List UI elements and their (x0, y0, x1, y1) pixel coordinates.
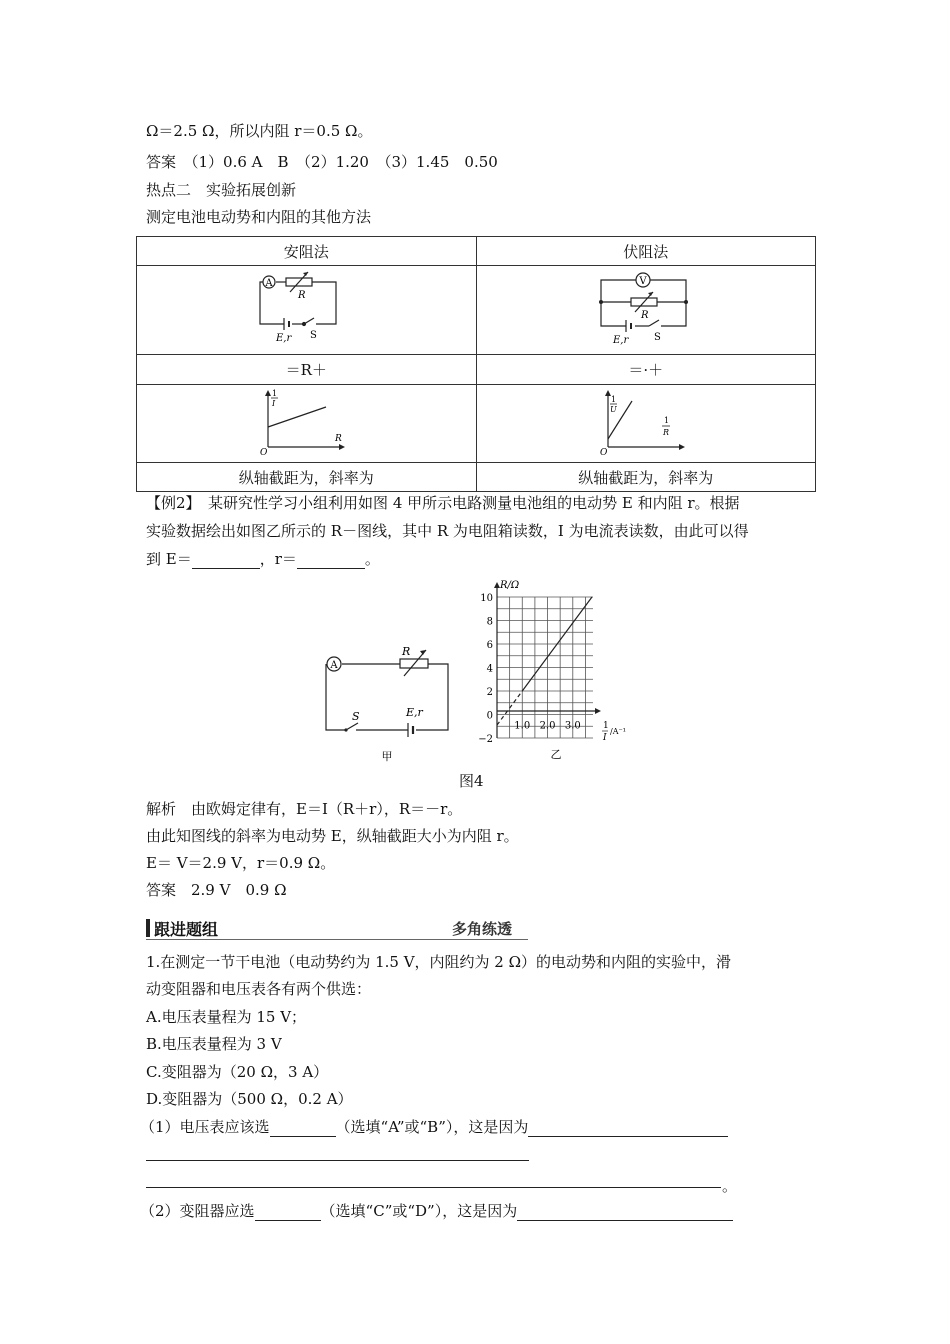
method-title: 测定电池电动势和内阻的其他方法 (146, 208, 372, 226)
svg-text:O: O (260, 447, 268, 457)
question1-stem1: 1.在测定一节干电池（电动势约为 1.5 V，内阻约为 2 Ω）的电动势和内阻的实验中，滑 (146, 953, 732, 971)
y-tick-label: 0 (486, 710, 493, 722)
svg-text:O: O (599, 447, 608, 457)
solution-answer: 答案 2.9 V 0.9 Ω (146, 881, 287, 899)
y-tick-label: 4 (486, 663, 493, 675)
ammeter-footer: 纵轴截距为，斜率为 (137, 463, 477, 492)
question1-sub1-end: 。 (722, 1177, 738, 1195)
figure4-graph (476, 578, 646, 768)
svg-text:R: R (640, 310, 649, 321)
svg-text:S: S (352, 710, 360, 723)
x-tick-label: 3.0 (564, 720, 581, 732)
svg-text:1: 1 (272, 388, 278, 398)
question1-stem2: 动变阻器和电压表各有两个供选： (146, 980, 372, 998)
svg-text:R: R (402, 645, 411, 658)
ammeter-equation: ＝R＋ (137, 355, 477, 385)
voltmeter-footer: 纵轴截距为，斜率为 (476, 463, 816, 492)
voltmeter-equation: ＝·＋ (476, 355, 816, 385)
svg-text:R: R (662, 427, 669, 437)
x-tick-label: 2.0 (539, 720, 556, 732)
section-title: 跟进题组 (154, 920, 219, 939)
answer-blank-r[interactable] (297, 552, 365, 569)
ammeter-graph-cell (137, 385, 477, 463)
question1-option-d: D.变阻器为（500 Ω，0.2 A） (146, 1090, 353, 1108)
section-marker (146, 919, 150, 937)
svg-text:1: 1 (663, 415, 669, 425)
svg-text:E,r: E,r (276, 333, 292, 344)
svg-text:S: S (310, 330, 318, 341)
rheostat-reason-blank[interactable] (517, 1204, 733, 1221)
question1-option-a: A.电压表量程为 15 V； (146, 1008, 307, 1026)
voltmeter-circuit-diagram (591, 268, 701, 348)
y-tick-label: 6 (486, 640, 493, 651)
question1-sub1: （1）电压表应该选 （选填“A”或“B”），这是因为 (140, 1117, 728, 1137)
example2-line1: 【例2】 某研究性学习小组利用如图 4 甲所示电路测量电池组的电动势 E 和内阻 r。根据 (146, 494, 740, 512)
svg-text:1: 1 (610, 394, 616, 404)
svg-text:V: V (639, 276, 647, 287)
svg-text:A: A (265, 278, 273, 289)
svg-text:I: I (272, 398, 276, 408)
y-tick-label: 8 (486, 616, 493, 628)
intro-line: Ω＝2.5 Ω，所以内阻 r＝0.5 Ω。 (146, 122, 373, 140)
solution-line1: 解析 由欧姆定律有，E＝I（R＋r），R＝－r。 (146, 800, 463, 818)
voltmeter-choice-blank[interactable] (270, 1120, 336, 1137)
question1-option-b: B.电压表量程为 3 V (146, 1035, 282, 1053)
voltmeter-circuit-cell (476, 266, 816, 355)
example2-line3: 到 E＝ ，r＝ 。 (146, 550, 380, 568)
svg-text:1: 1 (603, 721, 609, 731)
voltmeter-reason-blank-line3[interactable] (146, 1187, 721, 1188)
answer-blank-e[interactable] (192, 552, 260, 569)
solution-line3: E＝ V＝2.9 V，r＝0.9 Ω。 (146, 854, 336, 872)
solution-line2: 由此知图线的斜率为电动势 E，纵轴截距大小为内阻 r。 (146, 827, 519, 845)
hot-section-title: 热点二 实验拓展创新 (146, 181, 297, 199)
voltmeter-graph-cell (476, 385, 816, 463)
svg-text:I: I (603, 733, 607, 743)
svg-text:R: R (298, 290, 306, 301)
svg-text:E,r: E,r (406, 706, 423, 719)
voltmeter-graph (596, 387, 696, 457)
table-header-voltmeter-method: 伏阻法 (476, 237, 816, 266)
svg-text:R/Ω: R/Ω (500, 580, 520, 591)
svg-text:A: A (330, 660, 338, 671)
svg-text:甲: 甲 (381, 750, 393, 763)
svg-text:U: U (609, 404, 617, 414)
answer-line: 答案 （1）0.6 A B （2）1.20 （3）1.45 0.50 (146, 153, 498, 171)
y-tick-label: −2 (478, 734, 493, 745)
example2-line2: 实验数据绘出如图乙所示的 R－图线，其中 R 为电阻箱读数，I 为电流表读数，由此可以得 (146, 522, 749, 540)
section-header (146, 917, 528, 940)
svg-text:E,r: E,r (612, 335, 629, 346)
ammeter-graph (256, 387, 356, 457)
voltmeter-reason-blank-line2[interactable] (146, 1160, 529, 1161)
svg-text:S: S (653, 332, 661, 343)
x-tick-label: 1.0 (514, 720, 531, 732)
ammeter-circuit-diagram (246, 268, 366, 348)
rheostat-choice-blank[interactable] (255, 1204, 321, 1221)
question1-option-c: C.变阻器为（20 Ω，3 A） (146, 1063, 329, 1081)
y-tick-label: 2 (486, 687, 493, 698)
figure4-caption: 图4 (459, 772, 484, 790)
svg-text:R: R (335, 433, 343, 444)
figure4-circuit (316, 644, 456, 764)
methods-table (136, 236, 816, 492)
ammeter-circuit-cell (137, 266, 477, 355)
table-header-ammeter-method: 安阻法 (137, 237, 477, 266)
section-subtitle: 多角练透 (452, 920, 513, 938)
svg-text:乙: 乙 (550, 748, 562, 761)
voltmeter-reason-blank[interactable] (528, 1120, 728, 1137)
svg-text:/A⁻¹: /A⁻¹ (610, 727, 626, 736)
y-tick-label: 10 (480, 593, 493, 604)
question1-sub2: （2）变阻器应选 （选填“C”或“D”），这是因为 (140, 1201, 733, 1221)
